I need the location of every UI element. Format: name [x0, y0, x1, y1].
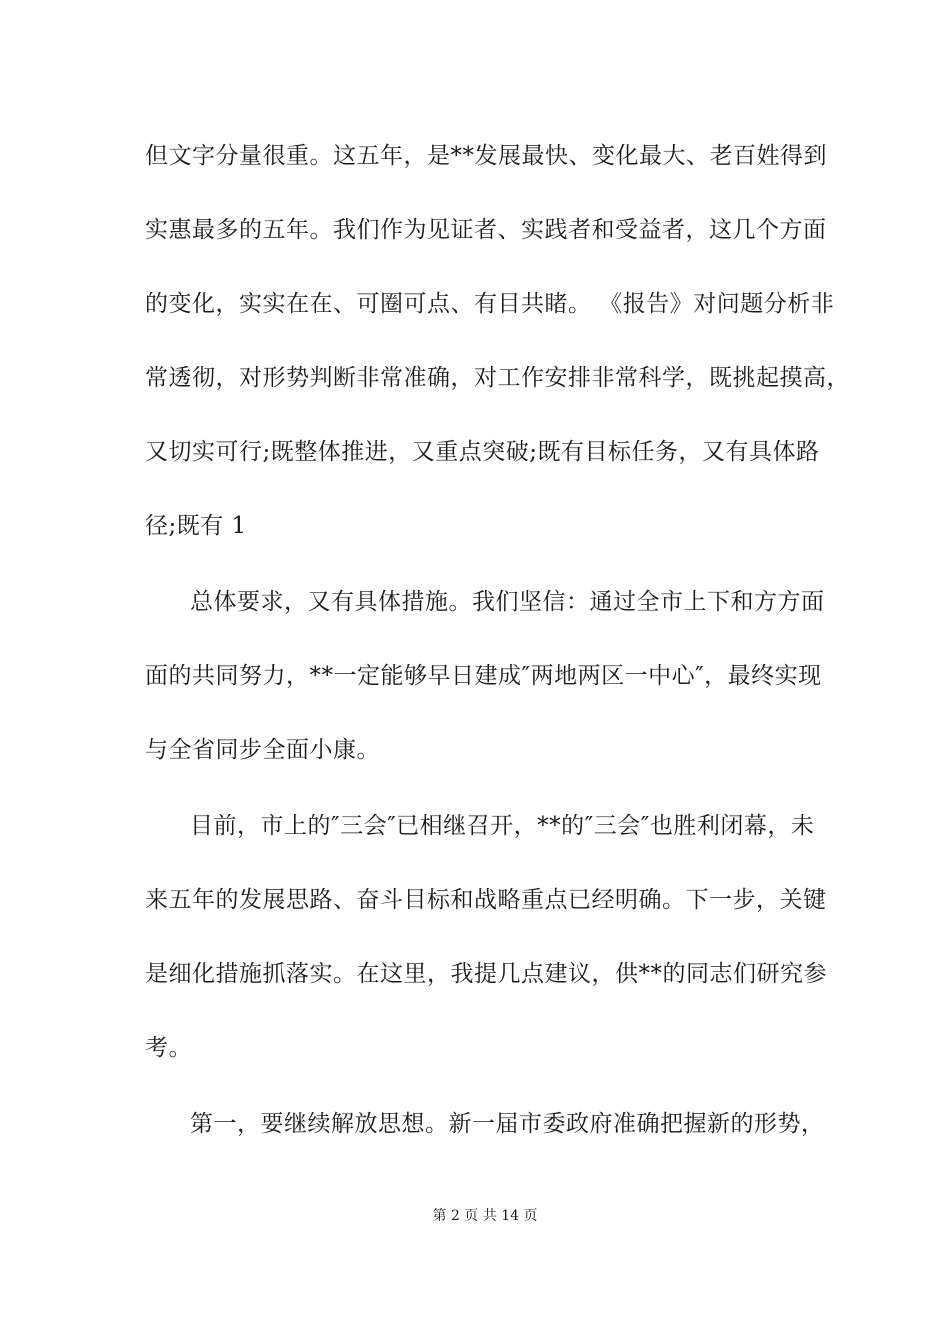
paragraph-1-line-3: 的变化，实实在在、可圈可点、有目共睹。 《报告》对问题分析非 [145, 291, 835, 317]
paragraph-3-line-3: 是细化措施抓落实。在这里，我提几点建议，供**的同志们研究参 [145, 961, 827, 987]
paragraph-3-line-2: 来五年的发展思路、奋斗目标和战略重点已经明确。下一步，关键 [145, 887, 827, 913]
paragraph-3-line-1: 目前，市上的″三会″已相继召开，**的″三会″也胜利闭幕，未 [190, 813, 815, 839]
paragraph-2-line-2: 面的共同努力，**一定能够早日建成″两地两区一中心″，最终实现 [145, 663, 822, 689]
paragraph-1-line-5: 又切实可行;既整体推进，又重点突破;既有目标任务，又有具体路 [145, 439, 820, 465]
paragraph-2-line-3: 与全省同步全面小康。 [145, 737, 380, 763]
page-footer: 第 2 页 共 14 页 [432, 1208, 538, 1224]
paragraph-1-line-4: 常透彻，对形势判断非常准确，对工作安排非常科学，既挑起摸高， [145, 365, 850, 391]
paragraph-2-line-1: 总体要求，又有具体措施。我们坚信：通过全市上下和方方面 [190, 589, 825, 615]
paragraph-1-line-1: 但文字分量很重。这五年，是**发展最快、变化最大、老百姓得到 [145, 143, 827, 169]
paragraph-4-line-1: 第一，要继续解放思想。新一届市委政府准确把握新的形势， [190, 1111, 825, 1137]
paragraph-1-line-2: 实惠最多的五年。我们作为见证者、实践者和受益者，这几个方面 [145, 217, 827, 243]
paragraph-1-line-6: 径;既有 1 [145, 513, 247, 539]
paragraph-3-line-4: 考。 [145, 1035, 192, 1061]
